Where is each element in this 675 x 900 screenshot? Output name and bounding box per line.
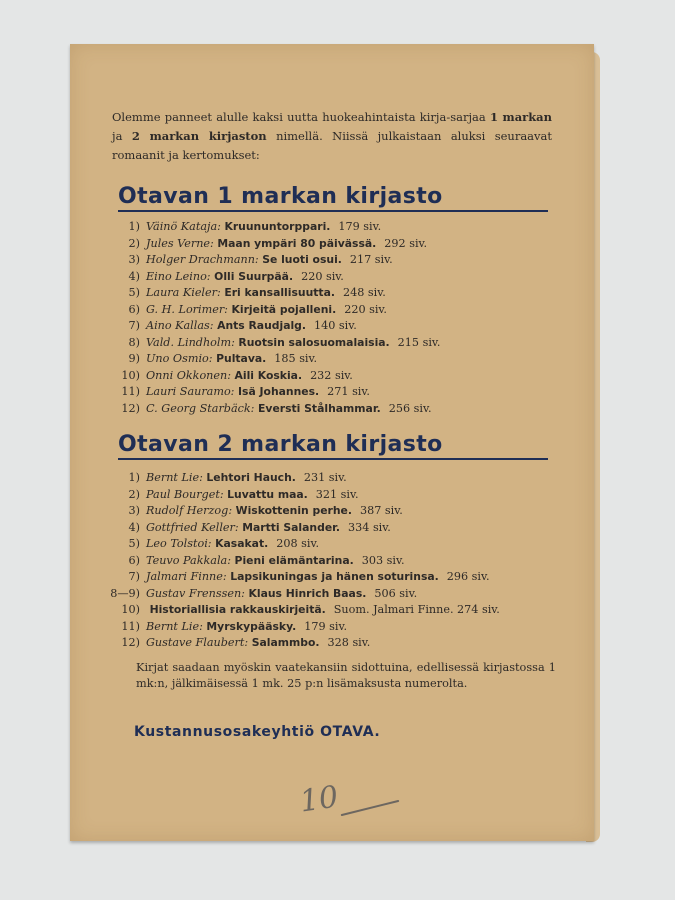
book-title: Lehtori Hauch. bbox=[206, 471, 296, 484]
book-pages: 215 siv. bbox=[397, 335, 441, 349]
book-list-item bbox=[106, 586, 576, 603]
book-author: Väinö Kataja: bbox=[146, 220, 221, 233]
book-author: Holger Drachmann: bbox=[146, 253, 259, 266]
intro-bold-1: 1 markan bbox=[489, 110, 552, 124]
book-pages: 256 siv. bbox=[388, 401, 432, 415]
book-author: Jalmari Finne: bbox=[146, 570, 227, 583]
book-author: Bernt Lie: bbox=[146, 471, 203, 484]
book-num: 3) bbox=[128, 253, 140, 266]
series-2-list bbox=[106, 470, 576, 652]
book-num: 8) bbox=[128, 335, 140, 349]
book-num: 1) bbox=[128, 220, 140, 233]
book-pages: 271 siv. bbox=[327, 385, 370, 398]
book-author: G. H. Lorimer: bbox=[146, 302, 228, 316]
book-title: Maan ympäri 80 päivässä. bbox=[217, 236, 377, 250]
book-list-item bbox=[106, 219, 576, 236]
book-author: Aino Kallas: bbox=[146, 319, 214, 332]
book-list-item bbox=[106, 635, 576, 652]
book-title: Ants Raudjalg. bbox=[217, 319, 307, 332]
book-pages: 185 siv. bbox=[274, 352, 318, 365]
book-list-item bbox=[106, 503, 576, 520]
binding-note: Kirjat saadaan myöskin vaatekansiin sidottuina, edellisessä kirjastossa 1 mk:n, jälkimäisessä 1 mk. 25 p:n lisämaksusta numerolta. bbox=[136, 661, 556, 690]
book-pages: 328 siv. bbox=[327, 636, 371, 649]
intro-text-3: nimellä. Niissä julkaistaan aluksi seuraavat romaanit ja kertomukset: bbox=[112, 129, 553, 162]
book-author: Paul Bourget: bbox=[146, 487, 224, 501]
book-title: Pieni elämäntarina. bbox=[234, 553, 354, 567]
book-num: 10) bbox=[121, 603, 140, 616]
book-num: 6) bbox=[128, 302, 140, 316]
book-list-item bbox=[106, 553, 576, 570]
book-back-cover bbox=[70, 44, 594, 841]
book-list-item bbox=[106, 470, 576, 487]
series-1-heading: Otavan 1 markan kirjasto bbox=[118, 184, 548, 212]
intro-bold-2: 2 markan kirjaston bbox=[131, 129, 267, 143]
book-pages: 303 siv. bbox=[361, 553, 405, 567]
book-pages: 292 siv. bbox=[384, 236, 428, 250]
book-list-item bbox=[106, 384, 576, 401]
book-pages: 232 siv. bbox=[310, 368, 353, 382]
book-author: Teuvo Pakkala: bbox=[146, 553, 231, 567]
book-list-item bbox=[106, 569, 576, 586]
book-author: Uno Osmio: bbox=[146, 352, 213, 365]
book-pages: 387 siv. bbox=[359, 504, 403, 517]
book-num: 5) bbox=[128, 537, 140, 550]
book-pages: 220 siv. bbox=[344, 302, 387, 316]
book-title: Isä Johannes. bbox=[238, 385, 320, 398]
series-2-heading: Otavan 2 markan kirjasto bbox=[118, 432, 548, 460]
book-list-item bbox=[106, 335, 576, 352]
book-title: Salammbo. bbox=[251, 636, 320, 649]
book-num: 11) bbox=[121, 619, 140, 633]
book-title: Myrskypääsky. bbox=[206, 619, 297, 633]
book-list-item bbox=[106, 401, 576, 418]
book-title: Eri kansallisuutta. bbox=[224, 286, 335, 299]
book-pages: 248 siv. bbox=[342, 286, 386, 299]
book-author: Leo Tolstoi: bbox=[146, 537, 212, 550]
book-list-item bbox=[106, 487, 576, 504]
book-pages: 179 siv. bbox=[338, 220, 382, 233]
series-1-list bbox=[106, 219, 576, 417]
book-pages: 231 siv. bbox=[303, 471, 347, 484]
book-author: Vald. Lindholm: bbox=[146, 335, 235, 349]
book-pages: 296 siv. bbox=[446, 570, 490, 583]
book-title: Lapsikuningas ja hänen soturinsa. bbox=[230, 570, 439, 583]
book-num: 11) bbox=[121, 385, 140, 398]
book-pages: 140 siv. bbox=[314, 319, 357, 332]
book-pages: 179 siv. bbox=[304, 619, 348, 633]
book-list-item bbox=[106, 318, 576, 335]
book-title: Aili Koskia. bbox=[234, 368, 303, 382]
pencil-stroke bbox=[341, 800, 400, 816]
book-title: Olli Suurpää. bbox=[214, 269, 294, 283]
book-title: Eversti Stålhammar. bbox=[258, 401, 381, 415]
book-pages: 220 siv. bbox=[301, 269, 344, 283]
intro-text-2: ja bbox=[112, 129, 132, 143]
book-title: Kruununtorppari. bbox=[224, 220, 331, 233]
book-author: Gustave Flaubert: bbox=[146, 636, 249, 649]
book-author: Onni Okkonen: bbox=[146, 368, 231, 382]
book-title: Se luoti osui. bbox=[262, 253, 342, 266]
book-author: Laura Kieler: bbox=[146, 286, 221, 299]
book-title: Luvattu maa. bbox=[227, 487, 308, 501]
book-list-item bbox=[106, 368, 576, 385]
book-title: Pultava. bbox=[216, 352, 267, 365]
book-author: Jules Verne: bbox=[146, 236, 214, 250]
book-title: Klaus Hinrich Baas. bbox=[248, 586, 367, 600]
book-pages: 334 siv. bbox=[348, 520, 391, 534]
book-title: Historiallisia rakkauskirjeitä. bbox=[149, 603, 326, 616]
book-author: C. Georg Starbäck: bbox=[146, 401, 255, 415]
intro-text-1: Olemme panneet alulle kaksi uutta huokeahintaista kirja-sarjaa bbox=[112, 110, 490, 124]
book-num: 8—9) bbox=[110, 586, 140, 600]
book-list-item bbox=[106, 285, 576, 302]
book-num: 2) bbox=[128, 236, 140, 250]
publisher-name: Kustannusosakeyhtiö OTAVA. bbox=[134, 724, 381, 740]
book-num: 4) bbox=[128, 269, 140, 283]
book-num: 4) bbox=[128, 520, 140, 534]
book-title: Kasakat. bbox=[215, 537, 269, 550]
book-list-item bbox=[106, 536, 576, 553]
book-author: Gustav Frenssen: bbox=[146, 586, 245, 600]
book-pages: 217 siv. bbox=[349, 253, 393, 266]
book-list-item bbox=[106, 619, 576, 636]
book-pages: Suom. Jalmari Finne. 274 siv. bbox=[333, 603, 500, 616]
book-num: 7) bbox=[128, 319, 140, 332]
book-num: 6) bbox=[128, 553, 140, 567]
book-title: Martti Salander. bbox=[242, 520, 341, 534]
book-pages: 321 siv. bbox=[315, 487, 359, 501]
book-title: Wiskottenin perhe. bbox=[235, 504, 352, 517]
book-list-item bbox=[106, 520, 576, 537]
book-num: 3) bbox=[128, 504, 140, 517]
book-num: 9) bbox=[128, 352, 140, 365]
book-list-item bbox=[106, 236, 576, 253]
book-author: Bernt Lie: bbox=[146, 619, 203, 633]
book-pages: 506 siv. bbox=[374, 586, 418, 600]
intro-paragraph bbox=[112, 108, 552, 165]
book-num: 12) bbox=[121, 636, 140, 649]
book-author: Lauri Sauramo: bbox=[146, 385, 235, 398]
book-title: Kirjeitä pojalleni. bbox=[231, 302, 337, 316]
book-author: Gottfried Keller: bbox=[146, 520, 239, 534]
book-list-item bbox=[106, 252, 576, 269]
book-pages: 208 siv. bbox=[276, 537, 320, 550]
book-num: 5) bbox=[128, 286, 140, 299]
book-list-item bbox=[106, 269, 576, 286]
book-num: 1) bbox=[128, 471, 140, 484]
book-title: Ruotsin salosuomalaisia. bbox=[238, 335, 390, 349]
book-list-item bbox=[106, 302, 576, 319]
book-num: 7) bbox=[128, 570, 140, 583]
book-num: 10) bbox=[121, 368, 140, 382]
pencil-price-mark: 10 bbox=[297, 779, 341, 820]
book-author: Eino Leino: bbox=[146, 269, 211, 283]
book-list-item bbox=[106, 602, 576, 619]
book-num: 12) bbox=[121, 401, 140, 415]
book-num: 2) bbox=[128, 487, 140, 501]
book-list-item bbox=[106, 351, 576, 368]
book-author: Rudolf Herzog: bbox=[146, 504, 233, 517]
